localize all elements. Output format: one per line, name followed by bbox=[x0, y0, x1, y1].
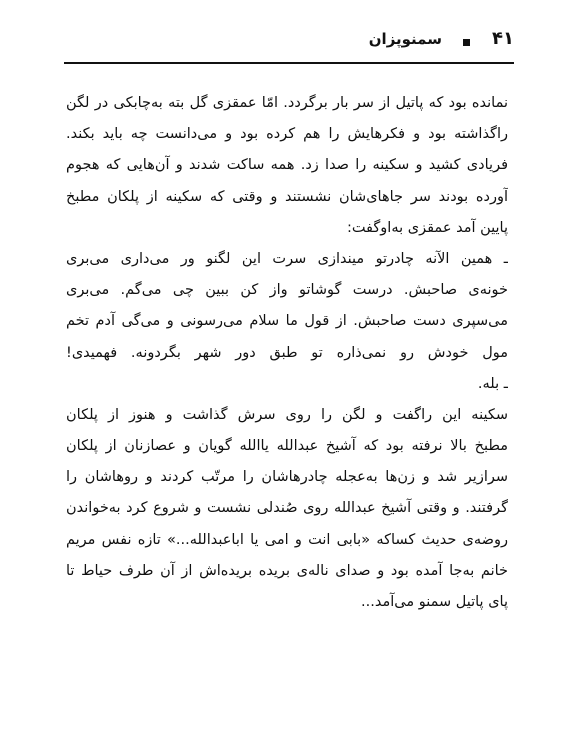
text-line-6: ـ همین الآنه چادرتو میندازی سرت این لگنو ور می‌داری می‌بری bbox=[66, 250, 508, 267]
text-line-11: سکینه این راگفت و لگن را روی سرش گذاشت و هنوز از پلکان bbox=[66, 406, 508, 423]
text-line-4: آورده بودند سر جاهای‌شان نشستند و وقتی که سکینه از پلکان مطبخ bbox=[66, 188, 508, 205]
header-rule bbox=[64, 62, 514, 64]
text-line-15: روضه‌ی حدیث کساکه «بابی انت و امی یا اباعبدالله...» تازه نفس مریم bbox=[66, 531, 508, 548]
text-line-8: می‌سپری دست صاحبش. از قول ما سلام می‌رسونی و می‌گی آدم تخم bbox=[66, 313, 508, 330]
body-text bbox=[66, 88, 508, 618]
running-header bbox=[64, 28, 514, 56]
text-line-5: پایین آمد عمقزی به‌اوگفت: bbox=[346, 219, 508, 236]
text-line-2: راگذاشته بود و فکرهایش را هم کرده بود و می‌دانست چه باید بکند. bbox=[66, 126, 508, 143]
text-line-12: مطبخ بالا نرفته بود که آشیخ عبدالله یاالله گویان و عصازنان از پلکان bbox=[66, 438, 508, 455]
text-line-14: گرفتند. و وقتی آشیخ عبدالله روی صُندلی نشست و شروع کرد به‌خواندن bbox=[66, 500, 508, 517]
text-line-16: خانم به‌جا آمده بود و صدای ناله‌ی بریده بریده‌اش از آن طرف حیاط تا bbox=[66, 562, 508, 579]
text-line-17: پای پاتیل سمنو می‌آمد... bbox=[361, 594, 508, 610]
text-line-13: سرازیر شد و زن‌ها به‌عجله چادرهاشان را مرتّب کردند و روهاشان را bbox=[66, 469, 508, 486]
text-line-3: فریادی کشید و سکینه را صدا زد. همه ساکت شدند و آن‌هایی که هجوم bbox=[66, 157, 508, 174]
text-line-10: ـ بله. bbox=[477, 375, 508, 392]
page-number: ۴۱ bbox=[492, 28, 514, 49]
text-line-9: مول خودش رو نمی‌ذاره تو طبق دور شهر بگردونه. فهمیدی! bbox=[66, 344, 508, 361]
text-line-7: خونه‌ی صاحبش. درست گوشاتو واز کن ببین چی می‌گم. می‌بری bbox=[66, 282, 508, 299]
text-line-1: نمانده بود که پاتیل از سر بار برگردد. امّا عمقزی گل بته به‌چابکی در لگن bbox=[66, 95, 508, 111]
header-square-ornament bbox=[463, 39, 470, 46]
header-title: سمنوپزان bbox=[368, 30, 442, 48]
